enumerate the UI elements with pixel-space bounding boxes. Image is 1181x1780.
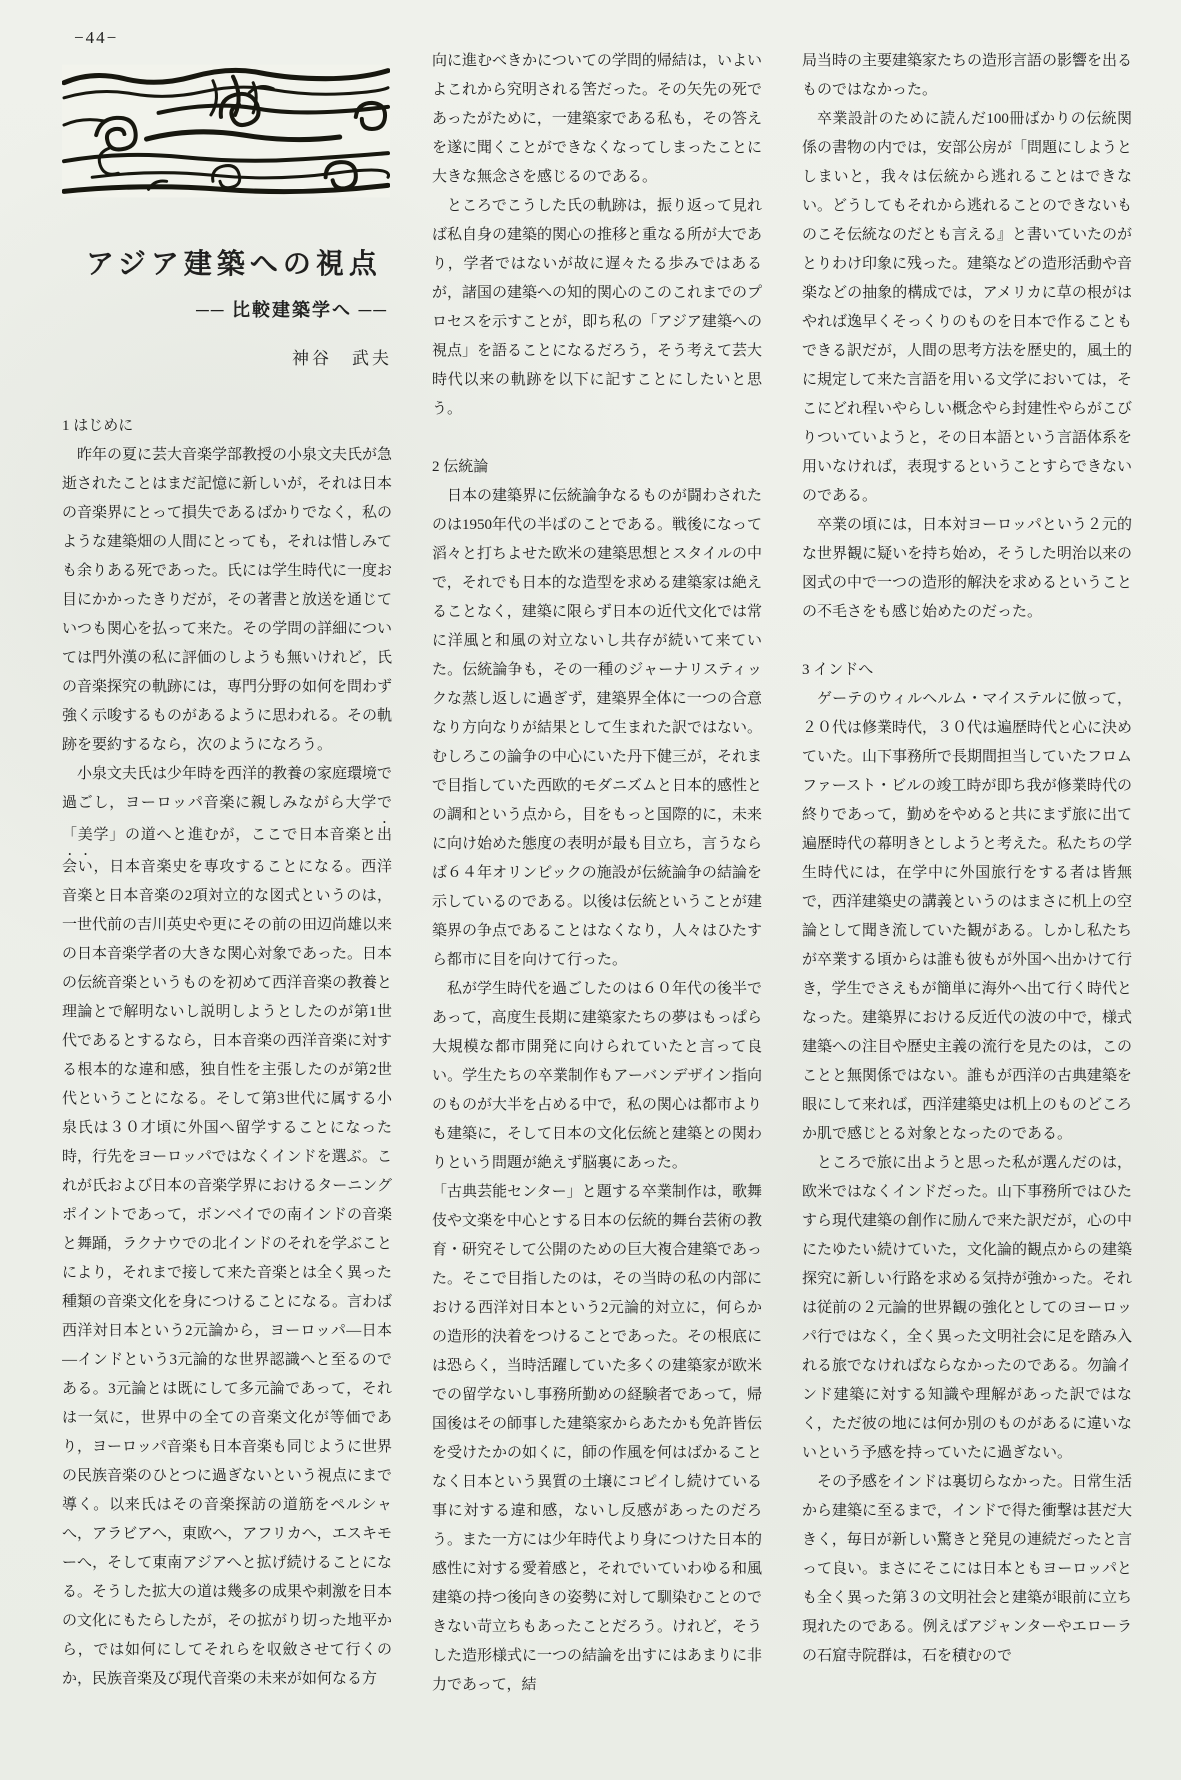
paragraph: 卒業の頃には，日本対ヨーロッパという２元的な世界観に疑いを持ち始め，そうした明治以来の図式の中で一つの造形的解決を求めるということの不毛さをも感じ始めたのだった。: [802, 517, 1132, 620]
paragraph-text: ，日本音楽史を専攻することになる。西洋音楽と日本音楽の2項対立的な図式というのは，一世代前の吉川英史や更にその前の田辺尚雄以来の日本音楽学者の大きな関心対象であった。日本の伝統音楽というものを初めて西洋音楽の教養と理論とで解明ないし説明しようとしたのが第1世代であるとするなら，日本音楽の西洋音楽に対する根本的な違和感，独自性を主張したのが第2世代ということになる。そして第3世代に属する小泉氏は３０才頃に外国へ留学することになった時，行先をヨーロッパではなくインドを選ぶ。これが氏および日本の音楽学界におけるターニングポイントであって，ボンベイでの南インドの音楽と舞踊，ラクナウでの北インドのそれを学ぶことにより，それまで接して来た音楽とは全く異った種類の音楽文化を身につけることになる。言わば西洋対日本という2元論から，ヨーロッパ―日本―インドという3元論的な世界認識へと至るのである。3元論とは既にして多元論であって，それは一気に，世界中の全ての音楽文化が等価であり，ヨーロッパ音楽も日本音楽も同じように世界の民族音楽のひとつに過ぎないという視点にまで導く。以来氏はその音楽探訪の道筋をペルシャへ，アラビアへ，東欧へ，アフリカへ，エスキモーへ，そして東南アジアへと拡げ続けることになる。そうした拡大の道は幾多の成果や刺激を日本の文化にもたらしたが，その拡がり切った地平から，では如何にしてそれらを収斂させて行くのか，民族音楽及び現代音楽の未来が如何なる方: [62, 859, 392, 1687]
article-subtitle: ── 比較建築学へ ──: [196, 300, 389, 320]
paragraph-text: 小泉文夫氏は少年時を西洋的教養の家庭環境で過ごし，ヨーロッパ音楽に親しみながら大学で「美学」の道へと進むが，ここで日本音楽と: [62, 766, 392, 843]
paragraph: 「古典芸能センター」と題する卒業制作は，歌舞伎や文楽を中心とする日本の伝統的舞台芸術の教育・研究そして公開のための巨大複合建築であった。そこで目指したのは，その当時の私の内部における西洋対日本という2元論的対立に，何らかの造形的決着をつけることであった。その根底には恐らく，当時活躍していた多くの建築家が欧米での留学ないし事務所勤めの経験者であって，帰国後はその師事した建築家からあたかも免許皆伝を受けたかの如くに，師の作風を何はばかることなく日本という異質の土壌にコピイし続けている事に対する違和感，ないし反感があったのだろう。また一方には少年時代より身につけた日本的感性に対する愛着感と，それでいていわゆる和風建築の持つ後向きの姿勢に対して馴染むことのできない苛立ちもあったことだろう。けれど，そうした造形様式に一つの結論を出すにはあまりに非力であって，結: [432, 1184, 762, 1693]
text-column-middle: [432, 47, 762, 1709]
section-heading-3: 3 インドへ: [802, 662, 874, 678]
paragraph-continuation: 向に進むべきかについての学問的帰結は，いよいよこれから究明される筈だった。その矢先の死であったがために，一建築家である私も，その答えを遂に聞くことができなくなってしまったことに大きな無念さを感じるのである。: [432, 53, 762, 185]
paragraph: ところで旅に出ようと思った私が選んだのは，欧米ではなくインドだった。山下事務所ではひたすら現代建築の創作に励んで来た訳だが，心の中にたゆたい続けていた，文化論的観点からの建築探究に新しい行路を求める気持が強かった。それは従前の２元論的世界観の強化としてのヨーロッパ行ではなく，全く異った文明社会に足を踏み入れる旅でなければならなかったのである。勿論インド建築に対する知識や理解があった訳ではなく，ただ彼の地には何か別のものがあるに違いないという予感を持っていたに過ぎない。: [802, 1155, 1132, 1461]
paragraph: 私が学生時代を過ごしたのは６０年代の後半であって，高度生長期に建築家たちの夢はもっぱら大規模な都市開発に向けられていたと言って良い。学生たちの卒業制作もアーバンデザイン指向のものが大半を占める中で，私の関心は都市よりも建築に，そして日本の文化伝統と建築との関わりという問題が絶えず脳裏にあった。: [432, 981, 762, 1171]
paragraph: ゲーテのウィルヘルム・マイステルに倣って，２０代は修業時代，３０代は遍歴時代と心に決めていた。山下事務所で長期間担当していたフロムファースト・ビルの竣工時が即ち我が修業時代の終りであって，勤めをやめると共にまず旅に出て遍歴時代の幕明きとしようと考えた。私たちの学生時代には，在学中に外国旅行をする者は皆無で，西洋建築史の講義というのはまさに机上の空論として聞き流していた観がある。しかし私たちが卒業する頃からは誰も彼もが外国へ出かけて行き，学生でさえもが簡単に海外へ出て行く時代となった。建築界における反近代の波の中で，様式建築への注目や歴史主義の流行を見たのは，このことと無関係ではない。誰もが西洋の古典建築を眼にして来れば，西洋建築史は机上のものどころか肌で感じとる対象となったのである。: [802, 691, 1132, 1142]
paragraph: その予感をインドは裏切らなかった。日常生活から建築に至るまで，インドで得た衝撃は甚だ大きく，毎日が新しい驚きと発見の連続だったと言って良い。まさにそこには日本ともヨーロッパとも全く異った第３の文明社会と建築が眼前に立ち現れたのである。例えばアジャンターやエローラの石窟寺院群は，石を積むので: [802, 1474, 1132, 1664]
paragraph: 日本の建築界に伝統論争なるものが闘わされたのは1950年代の半ばのことである。戦後になって滔々と打ちよせた欧米の建築思想とスタイルの中で，それでも日本的な造型を求める建築家は絶えることなく，建築に限らず日本の近代文化では常に洋風と和風の対立ないし共存が続いて来ていた。伝統論争も，その一種のジャーナリスティックな蒸し返しに過ぎず，建築界全体に一つの合意なり方向なりが結果として生まれた訳ではない。むしろこの論争の中心にいた丹下健三が，それまで目指していた西欧的モダニズムと日本的感性との調和という点から，目をもっと国際的に，未来に向け始めた態度の表明が最も目立ち，言うならば６４年オリンピックの施設が伝統論争の結論を示しているのである。以後は伝統ということが建築界の争点であることはなくなり，人々はひたすら都市に目を向けて行った。: [432, 488, 762, 968]
paragraph: 卒業設計のために読んだ100冊ばかりの伝統関係の書物の内では，安部公房が「問題にしようとしまいと，我々は伝統から逃れることはできない。どうしてもそれから逃れることのできないものこそ伝統なのだとも言える』と書いていたのがとりわけ印象に残った。建築などの造形活動や音楽などの抽象的構成では，アメリカに草の根がはやれば逸早くそっくりのものを日本で作ることもできる訳だが，人間の思考方法を歴史的，風土的に規定して来た言語を用いる文学においては，そこにどれ程いやらしい概念やら封建性やらがこびりついていようと，その日本語という言語体系を用いなければ，表現するということすらできないのである。: [802, 111, 1132, 504]
author-name: 神谷 武夫: [292, 349, 392, 368]
paragraph-continuation: 局当時の主要建築家たちの造形言語の影響を出るものではなかった。: [802, 53, 1132, 98]
page-number: −44−: [74, 28, 119, 47]
woodcut-illustration: [62, 64, 390, 198]
paragraph: 昨年の夏に芸大音楽学部教授の小泉文夫氏が急逝されたことはまだ記憶に新しいが，それは日本の音楽界にとって損失であるばかりでなく，私のような建築畑の人間にとっても，それは惜しみても余りある死であった。氏には学生時代に一度お目にかかったきりだが，その著書と放送を通じていつも関心を払って来た。その学問の詳細については門外漢の私に評価のしようも無いけれど，氏の音楽探究の軌跡には，専門分野の如何を問わず強く示唆するものがあるように思われる。その軌跡を要約するなら，次のようになろう。: [62, 447, 392, 753]
text-column-left: [62, 412, 392, 1724]
paragraph: ところでこうした氏の軌跡は，振り返って見れば私自身の建築的関心の推移と重なる所が大であり，学者ではないが故に遅々たる歩みではあるが，諸国の建築への知的関心のこのこれまでのプロセスを示すことが，即ち私の「アジア建築への視点」を語ることになるだろう，そう考えて芸大時代以来の軌跡を以下に記すことにしたいと思う。: [432, 198, 762, 417]
emphasized-text: 出会い: [62, 827, 392, 875]
paragraph: [62, 760, 392, 1694]
text-column-right: [802, 47, 1132, 1715]
section-heading-1: 1 はじめに: [62, 418, 134, 434]
article-title: アジア建築への視点: [86, 249, 382, 280]
section-heading-2: 2 伝統論: [432, 459, 489, 475]
